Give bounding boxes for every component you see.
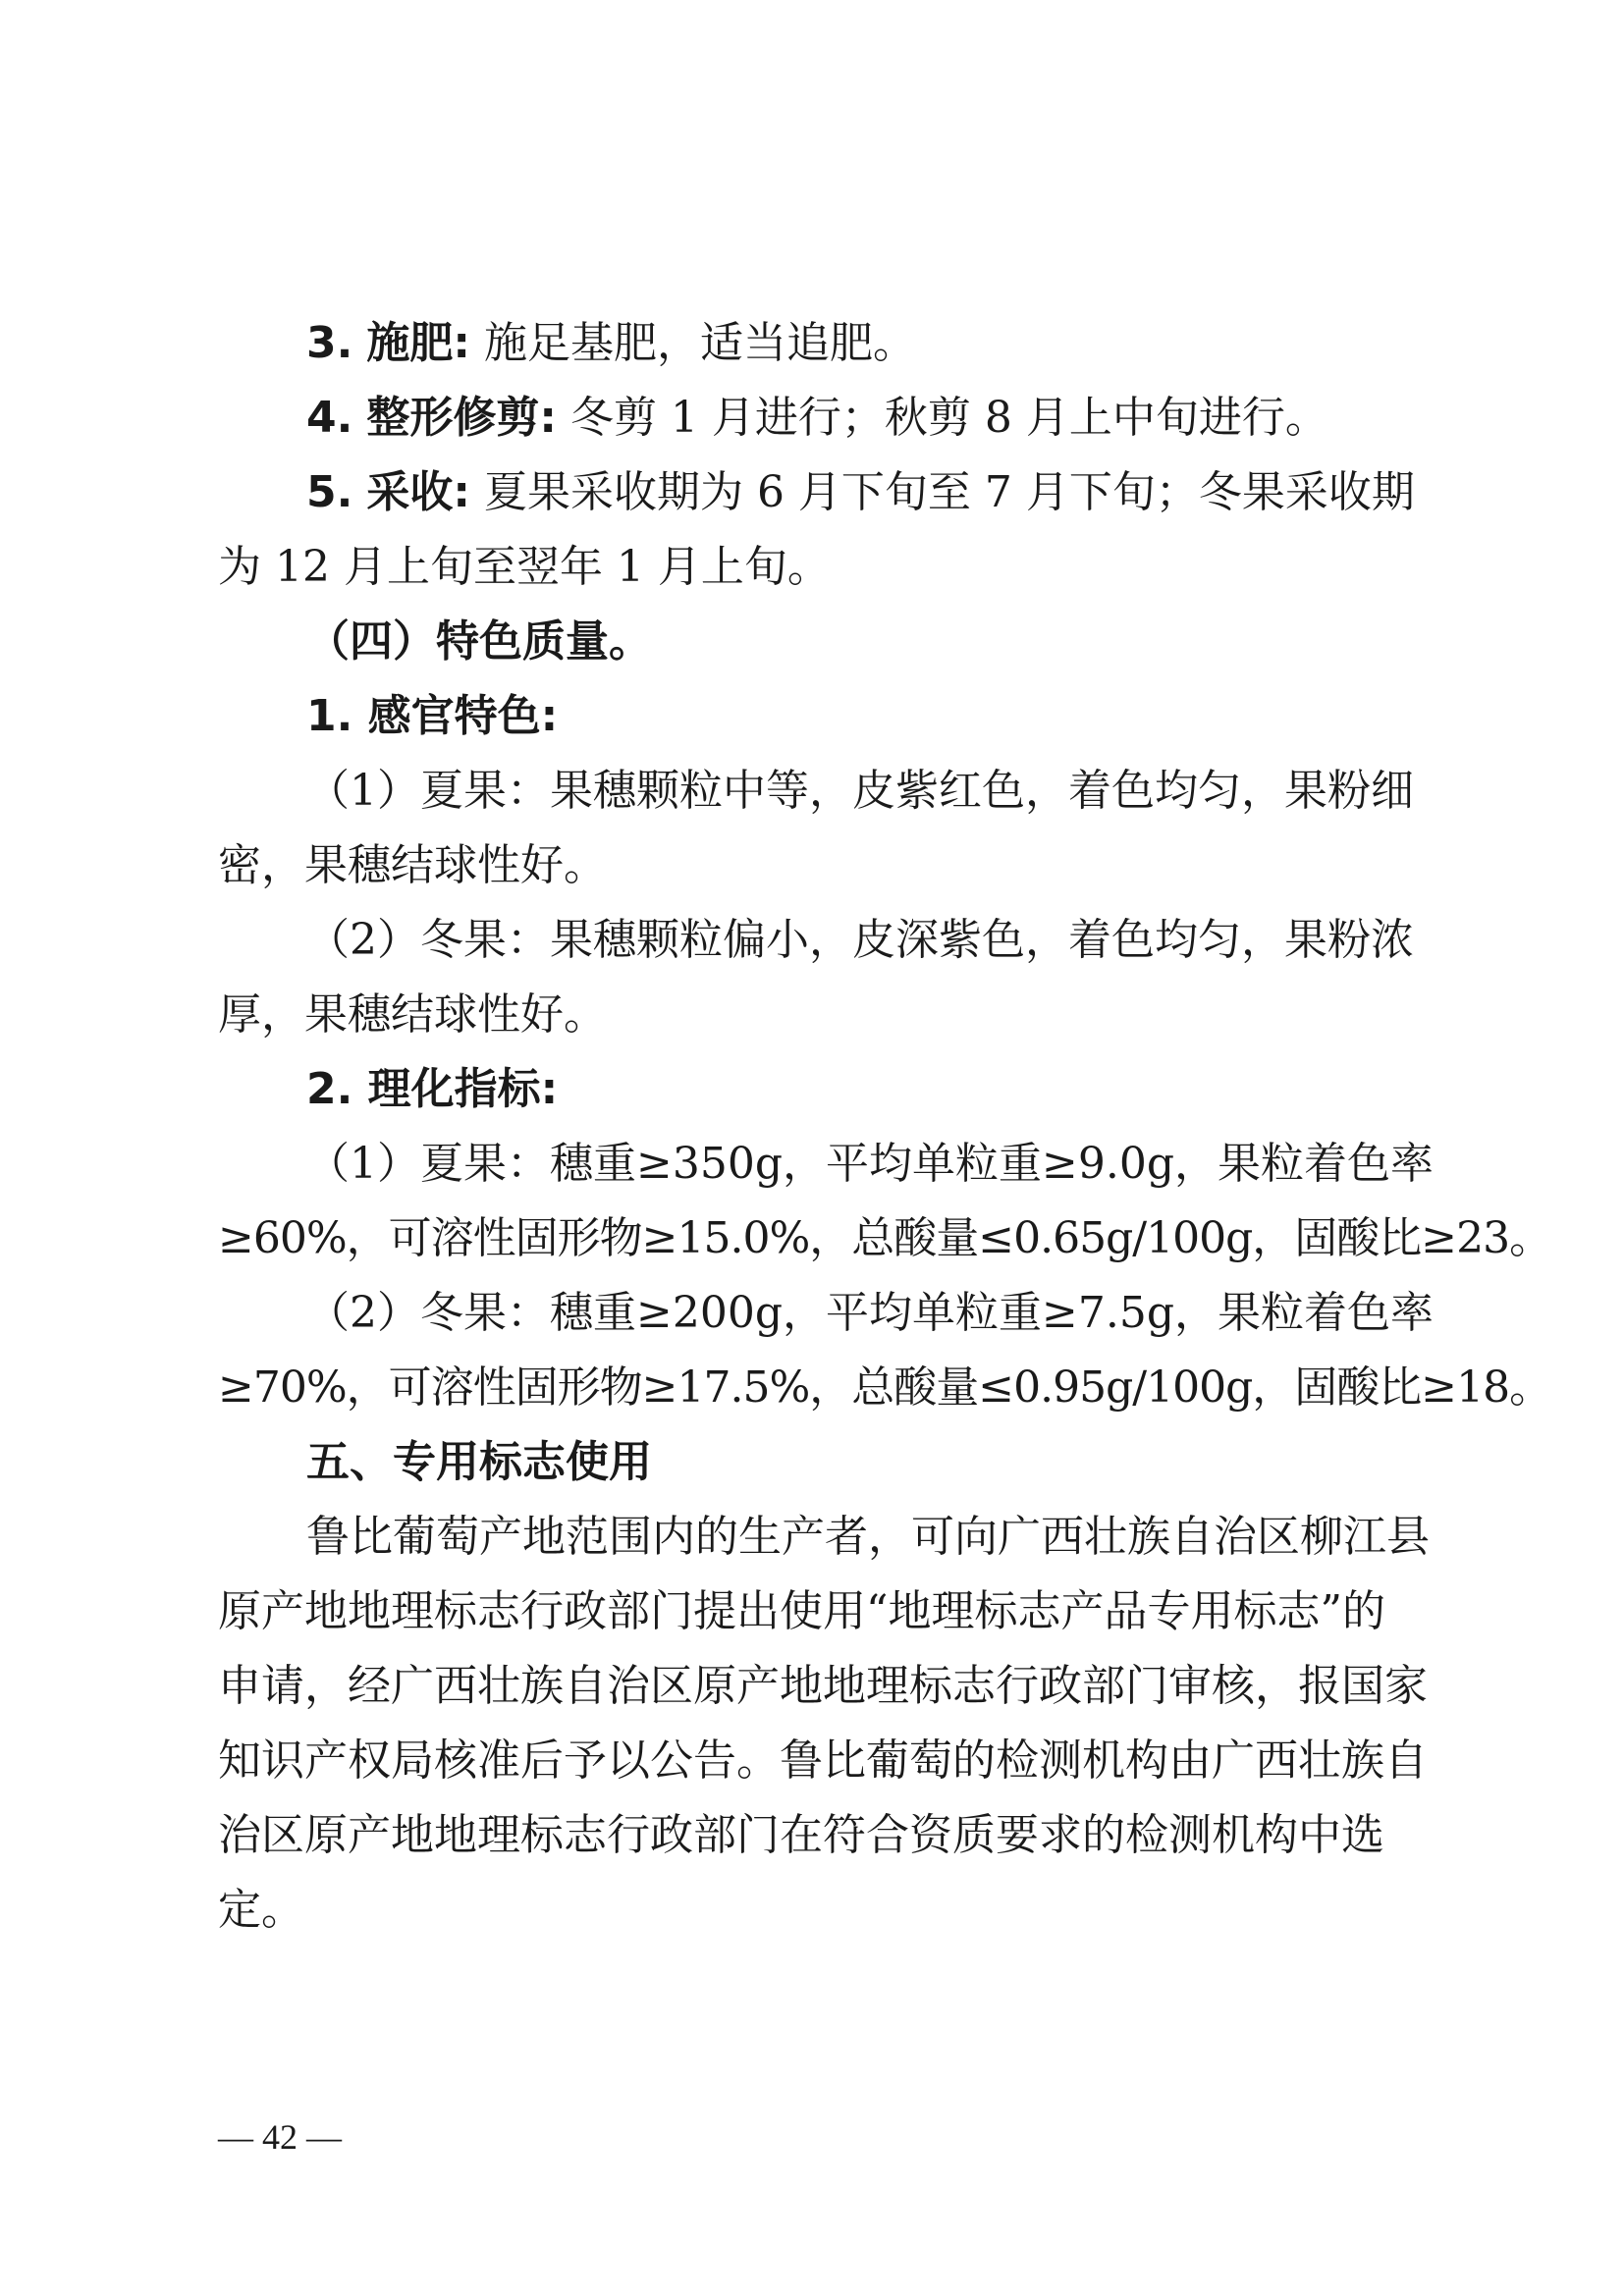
item-text: 夏果采收期为 6 月下旬至 7 月下旬；冬果采收期 — [483, 467, 1415, 517]
item-text: 冬剪 1 月进行；秋剪 8 月上中旬进行。 — [569, 393, 1328, 443]
item-pruning — [306, 389, 1328, 448]
item-fertilization — [306, 314, 916, 373]
paragraph-line-6: 定。 — [218, 1885, 304, 1935]
section-heading-mark-usage: 五、专用标志使用 — [306, 1437, 652, 1487]
subheading-sensory: 1. 感官特色: — [306, 691, 559, 741]
physchem-winter-line-2: ≥70%，可溶性固形物≥17.5%，总酸量≤0.95g/100g，固酸比≥18。 — [218, 1362, 1552, 1413]
paragraph-line-2: 原产地地理标志行政部门提出使用“地理标志产品专用标志”的 — [218, 1586, 1385, 1636]
paragraph-line-3: 申请，经广西壮族自治区原产地地理标志行政部门审核，报国家 — [218, 1661, 1428, 1711]
physchem-summer-line-2: ≥60%，可溶性固形物≥15.0%，总酸量≤0.65g/100g，固酸比≥23。 — [218, 1213, 1552, 1263]
item-heading: 采收: — [366, 467, 470, 517]
item-number: 4. — [306, 393, 353, 443]
item-number: 5. — [306, 467, 353, 517]
section-heading-quality: （四）特色质量。 — [306, 616, 652, 667]
sensory-winter-line-1: （2）冬果：果穗颗粒偏小，皮深紫色，着色均匀，果粉浓 — [306, 915, 1414, 965]
item-heading: 整形修剪: — [366, 393, 557, 443]
sensory-summer-line-2: 密，果穗结球性好。 — [218, 840, 607, 890]
paragraph-line-4: 知识产权局核准后予以公告。鲁比葡萄的检测机构由广西壮族自 — [218, 1735, 1428, 1786]
sensory-summer-line-1: （1）夏果：果穗颗粒中等，皮紫红色，着色均匀，果粉细 — [306, 766, 1414, 816]
item-number: 3. — [306, 318, 353, 368]
paragraph-line-5: 治区原产地地理标志行政部门在符合资质要求的检测机构中选 — [218, 1810, 1384, 1860]
physchem-winter-line-1: （2）冬果：穗重≥200g，平均单粒重≥7.5g，果粒着色率 — [306, 1288, 1435, 1338]
subheading-physchem: 2. 理化指标: — [306, 1064, 559, 1114]
item-heading: 施肥: — [366, 318, 470, 368]
physchem-summer-line-1: （1）夏果：穗重≥350g，平均单粒重≥9.0g，果粒着色率 — [306, 1139, 1435, 1189]
paragraph-line-1: 鲁比葡萄产地范围内的生产者，可向广西壮族自治区柳江县 — [306, 1512, 1430, 1562]
item-text: 施足基肥，适当追肥。 — [483, 318, 916, 368]
sensory-winter-line-2: 厚，果穗结球性好。 — [218, 989, 607, 1040]
item-harvest-continued: 为 12 月上旬至翌年 1 月上旬。 — [218, 542, 831, 592]
page-number: — 42 — — [218, 2117, 342, 2157]
item-harvest — [306, 463, 1415, 522]
